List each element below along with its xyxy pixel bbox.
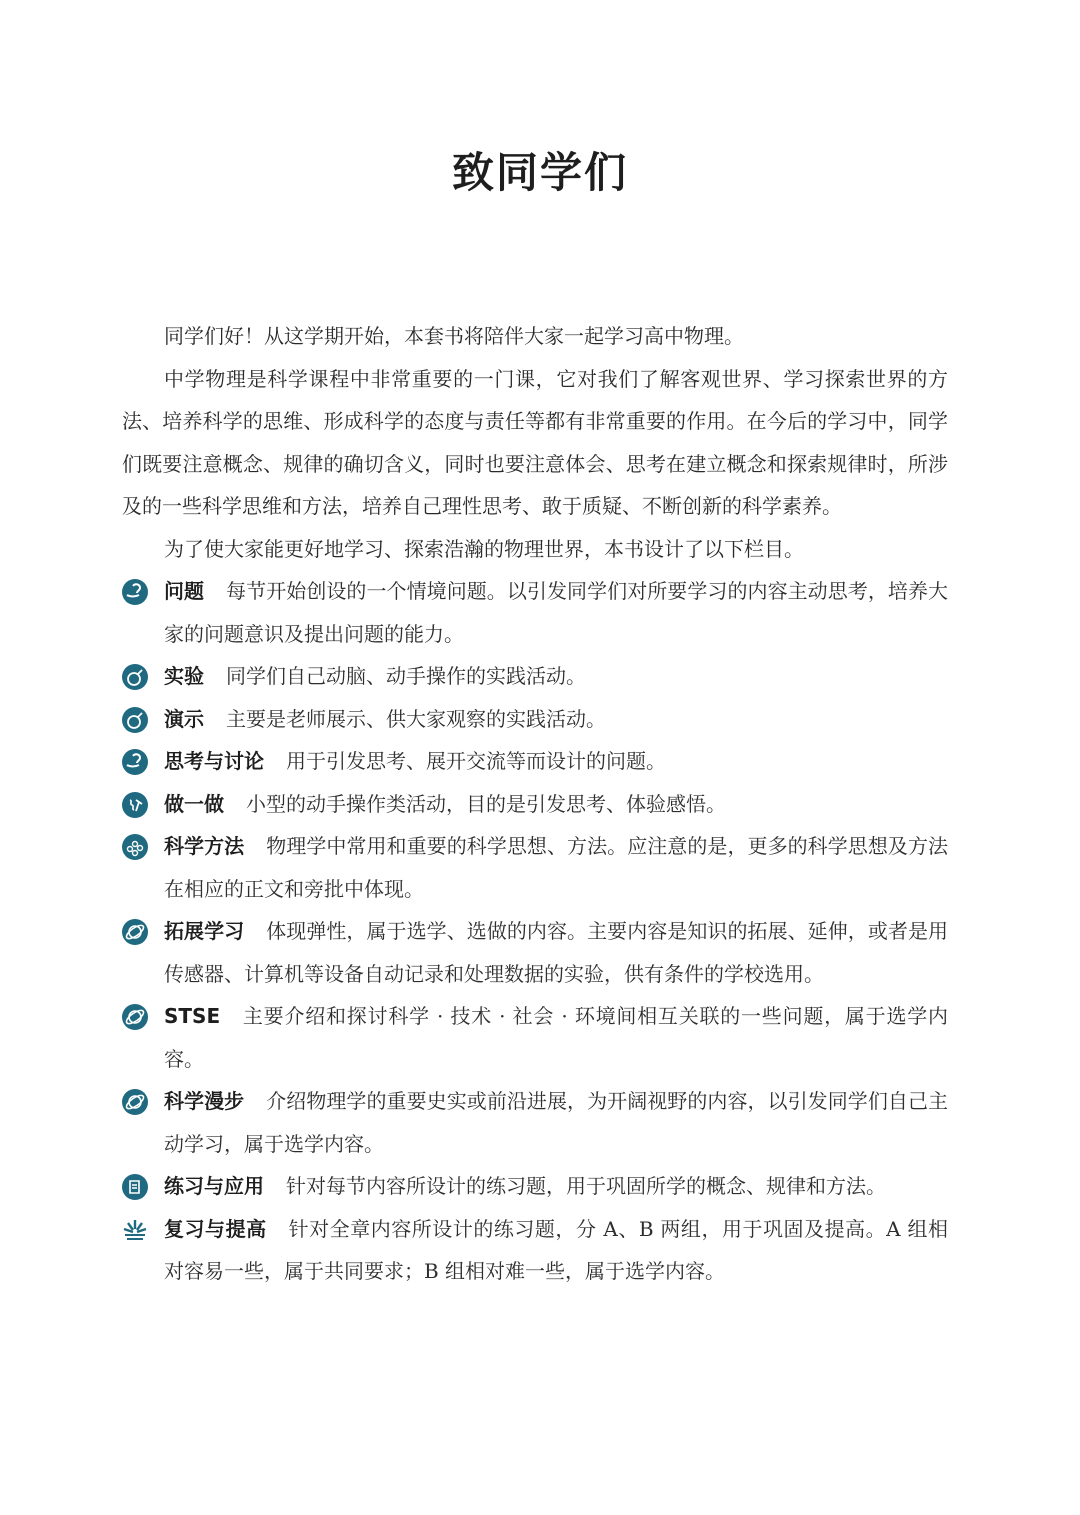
item-desc: 小型的动手操作类活动，目的是引发思考、体验感悟。 [246,791,726,816]
planet-icon [122,1089,148,1115]
column-item-lianxi [122,1165,948,1208]
item-label: 复习与提高 [164,1216,267,1241]
planet-icon [122,1004,148,1030]
item-label: 做一做 [164,791,224,816]
column-item-tuozhan [122,910,948,995]
item-label: 拓展学习 [164,919,245,943]
molecule-icon [122,834,148,860]
planet-icon [122,919,148,945]
item-label: STSE [164,1004,221,1028]
column-item-stse [122,995,948,1080]
item-desc: 物理学中常用和重要的科学思想、方法。应注意的是，更多的科学思想及方法在相应的正文和旁批中体现。 [164,834,949,901]
item-label: 问题 [164,579,205,603]
item-label: 演示 [164,706,204,731]
item-desc: 针对每节内容所设计的练习题，用于巩固所学的概念、规律和方法。 [286,1174,886,1198]
question-head-icon [122,579,148,605]
item-desc: 主要介绍和探讨科学 · 技术 · 社会 · 环境间相互关联的一些问题，属于选学内容。 [164,1004,948,1071]
item-desc: 用于引发思考、展开交流等而设计的问题。 [286,749,666,773]
item-label: 思考与讨论 [164,749,264,773]
column-item-sikao [122,740,948,783]
column-item-manbu [122,1080,948,1165]
item-label: 科学方法 [164,834,245,858]
paragraph: 同学们好！从这学期开始，本套书将陪伴大家一起学习高中物理。 [164,324,744,348]
item-desc: 每节开始创设的一个情境问题。以引发同学们对所要学习的内容主动思考，培养大家的问题意识及提出问题的能力。 [164,579,949,646]
item-desc: 同学们自己动脑、动手操作的实践活动。 [226,664,586,688]
paragraph: 中学物理是科学课程中非常重要的一门课，它对我们了解客观世界、学习探索世界的方法、培养科学的思维、形成科学的态度与责任等都有非常重要的作用。在今后的学习中，同学们既要注意概念、规律的确切含义，同时也要注意体会、思考在建立概念和探索规律时，所涉及的一些科学思维和方法，培养自己理性思考、敢于质疑、不断创新的科学素养。 [122,366,948,518]
item-label: 科学漫步 [164,1089,245,1113]
letter-body [122,315,948,1293]
page-title: 致同学们 [451,148,628,198]
paragraph: 为了使大家能更好地学习、探索浩瀚的物理世界，本书设计了以下栏目。 [164,536,804,561]
column-item-wenti [122,570,948,655]
question-head-icon [122,749,148,775]
column-item-yanshi [122,698,948,741]
column-item-fuxi [122,1208,948,1293]
item-desc: 针对全章内容所设计的练习题，分 A、B 两组，用于巩固及提高。A 组相对容易一些，属于共同要求；B 组相对难一些，属于选学内容。 [164,1216,949,1283]
item-label: 练习与应用 [164,1174,264,1198]
item-desc: 介绍物理学的重要史实或前沿进展，为开阔视野的内容，以引发同学们自己主动学习，属于选学内容。 [164,1089,949,1156]
sunrise-icon [122,1217,148,1243]
item-label: 实验 [164,664,204,688]
column-item-kexuefangfa [122,825,948,910]
flask-icon [122,707,148,733]
item-desc: 体现弹性，属于选学、选做的内容。主要内容是知识的拓展、延伸，或者是用传感器、计算机等设备自动记录和处理数据的实验，供有条件的学校选用。 [164,919,949,986]
column-item-zuoyizuo [122,783,948,826]
column-item-shiyan [122,655,948,698]
hammer-icon [122,792,148,818]
flask-icon [122,664,148,690]
item-desc: 主要是老师展示、供大家观察的实践活动。 [226,706,606,731]
notebook-icon [122,1174,148,1200]
